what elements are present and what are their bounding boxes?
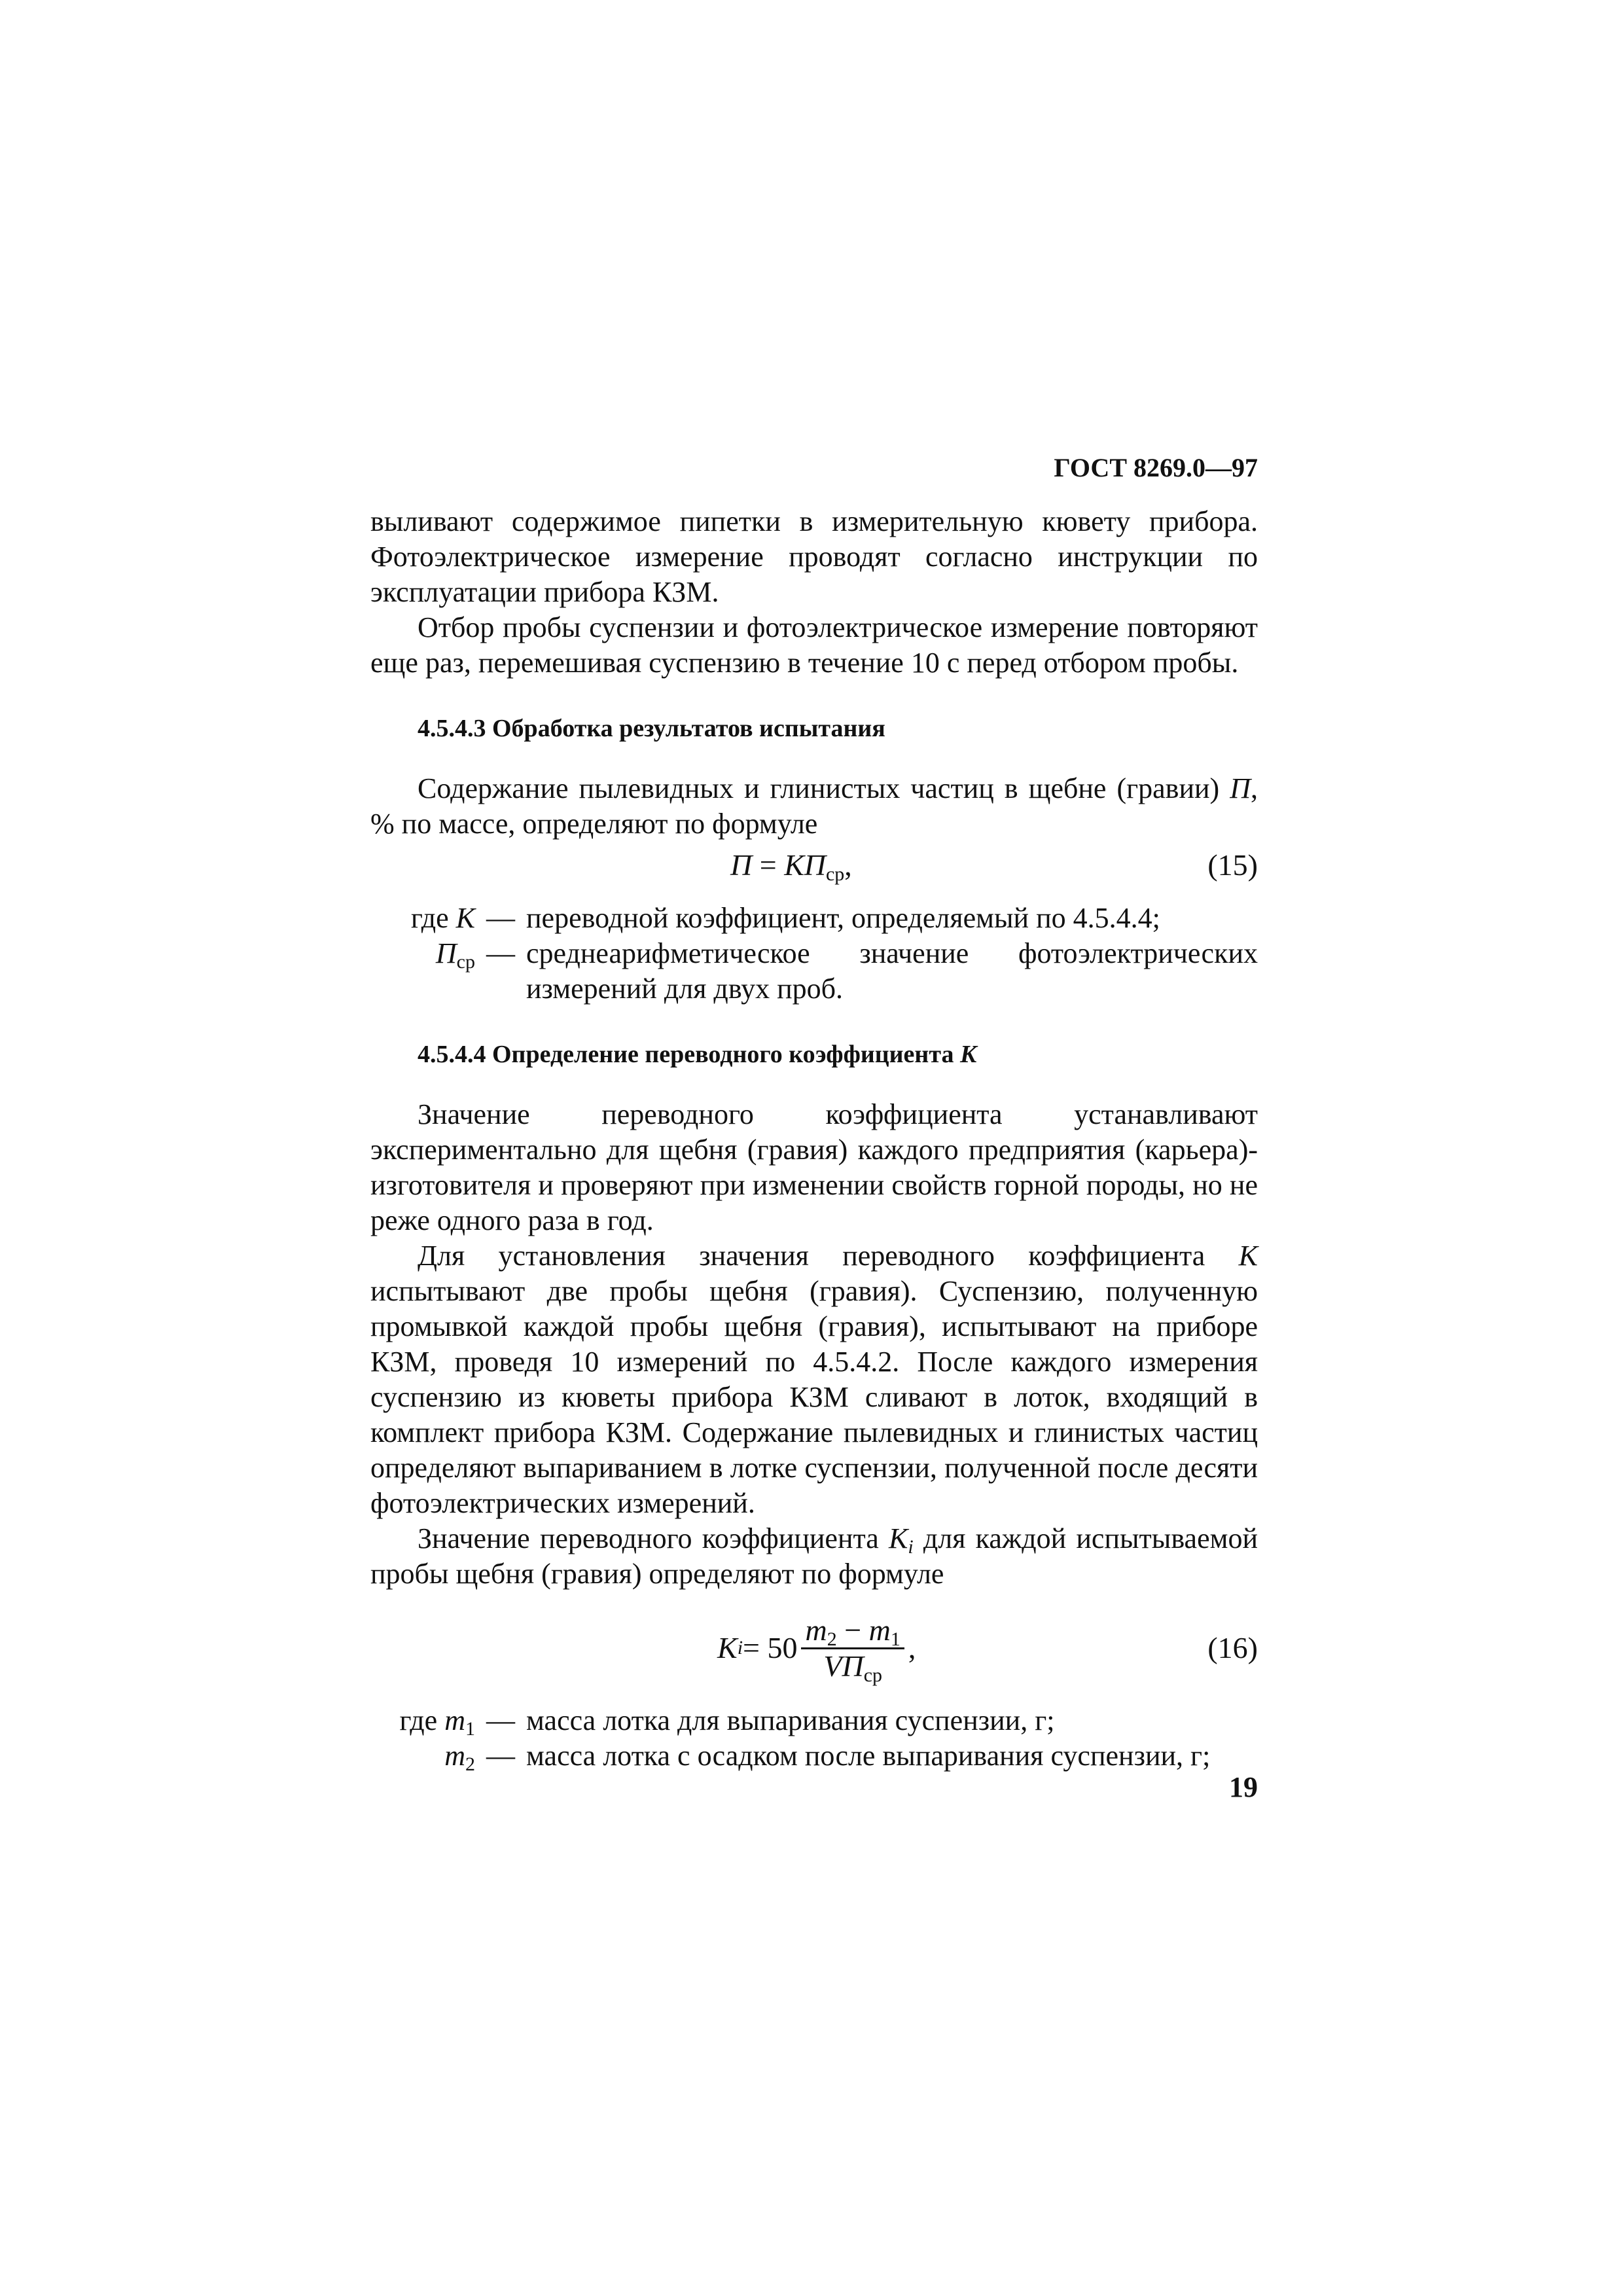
formula-number: (15) bbox=[1207, 848, 1258, 882]
where-dash: — bbox=[486, 902, 515, 934]
where-dash: — bbox=[486, 1704, 515, 1736]
fraction-denominator bbox=[819, 1649, 886, 1686]
where-row bbox=[370, 901, 1258, 936]
where-description: среднеарифметическое значение фотоэлектрических измерений для двух проб. bbox=[526, 937, 1258, 1005]
where-subscript: ср bbox=[456, 951, 475, 973]
paragraph-text: Для установления значения переводного коэффициента bbox=[418, 1240, 1205, 1272]
where-description: масса лотка для выпаривания суспензии, г; bbox=[526, 1704, 1055, 1736]
numerator-term: m bbox=[805, 1613, 827, 1647]
where-dash: — bbox=[486, 1740, 515, 1772]
paragraph-content-definition bbox=[370, 771, 1258, 842]
where-subscript: 2 bbox=[465, 1753, 475, 1775]
numerator-term: m bbox=[868, 1613, 891, 1647]
symbol-subscript: i bbox=[908, 1536, 914, 1558]
where-row bbox=[370, 1738, 1258, 1774]
where-variable: m bbox=[444, 1740, 465, 1772]
formula-subscript: ср bbox=[825, 863, 845, 885]
where-row bbox=[370, 1703, 1258, 1738]
formula-trail: , bbox=[908, 1631, 916, 1664]
formula-lhs: П bbox=[730, 848, 753, 882]
formula-expression bbox=[730, 842, 852, 889]
section-heading-4-5-4-4 bbox=[418, 1038, 1258, 1071]
fraction-numerator bbox=[801, 1613, 904, 1649]
where-symbol bbox=[370, 936, 475, 1007]
where-description: переводной коэффициент, определяемый по 4.5.4.4; bbox=[526, 902, 1160, 934]
formula-equals: = bbox=[752, 848, 785, 882]
formula-number: (16) bbox=[1207, 1631, 1258, 1664]
where-description: масса лотка с осадком после выпаривания суспензии, г; bbox=[526, 1740, 1211, 1772]
denominator-term: VП bbox=[823, 1649, 864, 1683]
where-symbol bbox=[370, 901, 475, 936]
heading-text: 4.5.4.4 Определение переводного коэффициента bbox=[418, 1041, 954, 1068]
symbol-k: K bbox=[888, 1522, 908, 1554]
paragraph-text: Содержание пылевидных и глинистых частиц в щебне (гравии) bbox=[418, 772, 1220, 804]
formula-16 bbox=[370, 1609, 1258, 1687]
where-variable: П bbox=[435, 937, 457, 969]
where-list-1 bbox=[370, 901, 1258, 1007]
formula-rhs: КП bbox=[784, 848, 826, 882]
page-body bbox=[370, 504, 1258, 1774]
where-lead: где bbox=[410, 902, 449, 934]
paragraph-text: , % по массе, определяют по формуле bbox=[370, 772, 1258, 840]
symbol-k: K bbox=[1238, 1240, 1258, 1272]
paragraph-text: Значение переводного коэффициента bbox=[418, 1522, 879, 1554]
formula-equals: = 50 bbox=[743, 1631, 798, 1664]
paragraph-coefficient-procedure bbox=[370, 1238, 1258, 1521]
where-list-2 bbox=[370, 1703, 1258, 1774]
paragraph-text: испытывают две пробы щебня (гравия). Суспензию, полученную промывкой каждой пробы щебня (гравия), испытывают на приборе КЗМ, проведя 10 измерений по 4.5.4.2. После каждого измерения суспензию из кюветы прибора КЗМ сливают в лоток, входящий в комплект прибора КЗМ. Содержание пылевидных и глинистых частиц определяют выпариванием в лотке суспензии, полученной после десяти фотоэлектрических измерений. bbox=[370, 1275, 1258, 1519]
where-subscript: 1 bbox=[465, 1718, 475, 1740]
where-symbol bbox=[370, 1703, 475, 1738]
where-symbol bbox=[370, 1738, 475, 1774]
numerator-subscript: 1 bbox=[890, 1628, 901, 1650]
paragraph-repeat-measurement: Отбор пробы суспензии и фотоэлектрическое измерение повторяют еще раз, перемешивая суспензию в течение 10 с перед отбором пробы. bbox=[370, 611, 1258, 679]
denominator-subscript: ср bbox=[863, 1664, 883, 1686]
where-dash: — bbox=[486, 937, 515, 969]
section-heading-4-5-4-3: 4.5.4.3 Обработка результатов испытания bbox=[418, 715, 885, 742]
numerator-minus: − bbox=[836, 1613, 869, 1647]
symbol-p: П bbox=[1230, 772, 1251, 804]
heading-symbol: K bbox=[959, 1041, 977, 1068]
formula-15 bbox=[370, 842, 1258, 889]
page-number: 19 bbox=[1229, 1771, 1258, 1803]
where-lead: где bbox=[399, 1704, 438, 1736]
formula-lhs: K bbox=[717, 1631, 738, 1664]
document-number: ГОСТ 8269.0—97 bbox=[1054, 453, 1258, 482]
paragraph-continuation: выливают содержимое пипетки в измерительную кювету прибора. Фотоэлектрическое измерение проводят согласно инструкции по эксплуатации прибора КЗМ. bbox=[370, 505, 1258, 608]
formula-expression: K i = 50 $\frac{m_2 - m_1}{VП_{ср}}$ , bbox=[717, 1613, 916, 1686]
paragraph-coefficient-formula-intro bbox=[370, 1521, 1258, 1592]
formula-trail: , bbox=[844, 848, 852, 882]
where-row bbox=[370, 936, 1258, 1007]
paragraph-text: для каждой испытываемой пробы щебня (гравия) определяют по формуле bbox=[370, 1522, 1258, 1590]
where-variable: m bbox=[444, 1704, 465, 1736]
where-variable: K bbox=[455, 902, 475, 934]
paragraph-coefficient-setup: Значение переводного коэффициента устанавливают экспериментально для щебня (гравия) каждого предприятия (карьера)-изготовителя и проверяют при изменении свойств горной породы, но не реже одного раза в год. bbox=[370, 1098, 1258, 1236]
numerator-subscript: 2 bbox=[827, 1628, 837, 1650]
